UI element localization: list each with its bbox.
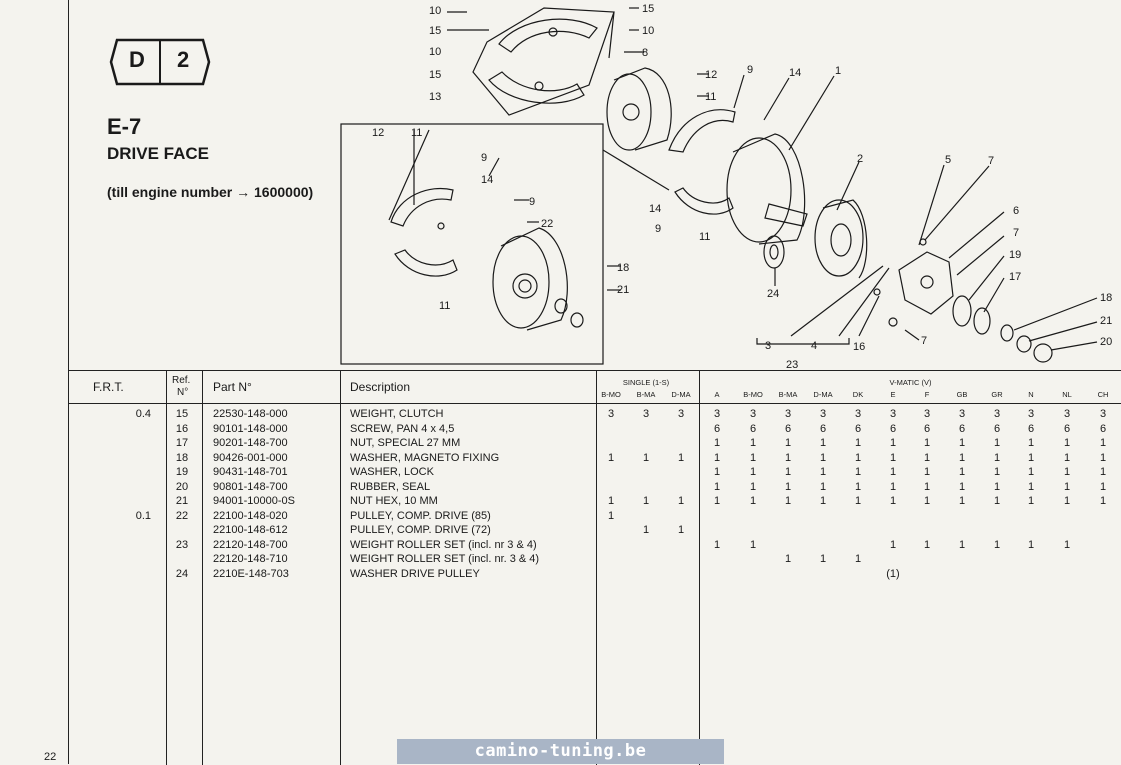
- qty-cell: 1: [819, 480, 827, 493]
- table-row: [69, 452, 1121, 467]
- qty-cell: 1: [819, 495, 827, 507]
- part-number-cell: 22120-148-700: [213, 538, 288, 551]
- svg-text:21: 21: [617, 284, 630, 296]
- qty-cell: 1: [889, 538, 897, 551]
- part-number-cell: 2210E-148-703: [213, 567, 289, 580]
- part-number-cell: 22100-148-612: [213, 524, 288, 536]
- svg-text:2: 2: [857, 153, 864, 165]
- svg-text:11: 11: [699, 231, 711, 243]
- header-vmatic-col: A: [714, 390, 720, 399]
- header-vmatic-col: GB: [956, 390, 968, 399]
- qty-cell: 1: [749, 538, 757, 551]
- svg-text:7: 7: [1013, 227, 1020, 239]
- svg-text:10: 10: [429, 46, 442, 58]
- qty-cell: 1: [749, 451, 757, 464]
- svg-text:11: 11: [439, 300, 451, 312]
- part-number-cell: 22530-148-000: [213, 408, 288, 420]
- svg-text:15: 15: [429, 69, 442, 81]
- svg-text:5: 5: [945, 154, 952, 166]
- header-vmatic-col: D-MA: [813, 390, 833, 399]
- header-vmatic-col: F: [924, 390, 930, 399]
- svg-text:15: 15: [429, 25, 442, 37]
- qty-cell: 1: [889, 451, 897, 464]
- part-number-cell: 94001-10000-0S: [213, 495, 295, 507]
- qty-cell: 1: [1099, 480, 1107, 493]
- qty-cell: 6: [784, 422, 792, 435]
- qty-cell: 6: [993, 422, 1001, 435]
- qty-cell: 3: [889, 408, 897, 420]
- qty-cell: 1: [1063, 437, 1071, 449]
- qty-cell: 3: [923, 408, 931, 420]
- svg-text:18: 18: [1100, 292, 1113, 304]
- svg-text:7: 7: [921, 335, 928, 347]
- header-part: Part N°: [213, 380, 252, 394]
- qty-cell: 1: [677, 524, 685, 536]
- qty-cell: 1: [1027, 538, 1035, 551]
- qty-cell: 6: [1099, 422, 1107, 435]
- qty-cell: 6: [1063, 422, 1071, 435]
- table-row: [69, 466, 1121, 481]
- qty-cell: 1: [923, 480, 931, 493]
- exploded-diagram: [69, 0, 1121, 370]
- svg-text:17: 17: [1009, 271, 1022, 283]
- svg-text:11: 11: [411, 127, 423, 139]
- svg-text:10: 10: [642, 25, 655, 37]
- svg-text:4: 4: [811, 340, 818, 352]
- watermark: camino-tuning.be: [397, 739, 724, 764]
- header-single-group: SINGLE (1-S): [622, 378, 670, 387]
- qty-cell: 1: [1099, 451, 1107, 464]
- table-row: [69, 423, 1121, 438]
- header-vmatic-col: B-MA: [778, 390, 798, 399]
- svg-text:9: 9: [655, 223, 662, 235]
- qty-cell: 1: [923, 451, 931, 464]
- table-row: [69, 481, 1121, 496]
- qty-cell: 3: [993, 408, 1001, 420]
- header-vmatic-col: B-MO: [743, 390, 763, 399]
- qty-cell: 1: [1027, 451, 1035, 464]
- header-single-col: B-MO: [601, 390, 621, 399]
- qty-cell: 1: [889, 437, 897, 449]
- qty-cell: 1: [1063, 451, 1071, 464]
- qty-cell: 1: [784, 437, 792, 449]
- header-vmatic-col: NL: [1062, 390, 1072, 399]
- qty-cell: 1: [1063, 538, 1071, 551]
- qty-cell: 1: [607, 451, 615, 464]
- qty-cell: 1: [713, 466, 721, 478]
- qty-cell: 1: [713, 495, 721, 507]
- qty-cell: 1: [749, 466, 757, 478]
- svg-text:24: 24: [767, 288, 780, 300]
- svg-text:14: 14: [789, 67, 802, 79]
- inset-frame: [341, 124, 603, 364]
- svg-text:6: 6: [1013, 205, 1020, 217]
- qty-cell: 1: [958, 466, 966, 478]
- qty-cell: 1: [784, 480, 792, 493]
- description-cell: RUBBER, SEAL: [350, 480, 431, 493]
- description-cell: WEIGHT, CLUTCH: [350, 408, 444, 420]
- header-vmatic-group: V-MATIC (V): [889, 378, 932, 387]
- qty-cell: 1: [993, 466, 1001, 478]
- qty-cell: 1: [642, 451, 650, 464]
- qty-cell: 1: [923, 437, 931, 449]
- description-cell: WASHER, MAGNETO FIXING: [350, 451, 500, 464]
- qty-cell: 1: [854, 466, 862, 478]
- header-vmatic-col: DK: [852, 390, 864, 399]
- qty-cell: 1: [713, 538, 721, 551]
- qty-cell: 1: [819, 437, 827, 449]
- part-number-cell: 22120-148-710: [213, 553, 288, 565]
- table-header: [69, 371, 1121, 404]
- table-row: [69, 495, 1121, 510]
- description-cell: WEIGHT ROLLER SET (incl. nr. 3 & 4): [350, 553, 540, 565]
- header-ref: Ref.: [172, 375, 191, 386]
- qty-cell: 1: [993, 451, 1001, 464]
- part-number-cell: 90101-148-000: [213, 422, 288, 435]
- qty-cell: 1: [819, 466, 827, 478]
- svg-text:20: 20: [1100, 336, 1113, 348]
- svg-text:1: 1: [835, 65, 842, 77]
- qty-cell: 6: [889, 422, 897, 435]
- table-row: [69, 408, 1121, 423]
- table-row: [69, 553, 1121, 568]
- svg-text:16: 16: [853, 341, 866, 353]
- frt-cell: 0.4: [135, 408, 151, 420]
- section-note: (till engine number → 1600000): [107, 184, 314, 200]
- badge-number: 2: [177, 47, 190, 72]
- badge-letter: D: [129, 47, 145, 72]
- qty-cell: 1: [1099, 466, 1107, 478]
- qty-cell: 1: [854, 553, 862, 565]
- qty-cell: 1: [958, 495, 966, 507]
- svg-text:15: 15: [642, 3, 655, 15]
- qty-cell: 1: [784, 553, 792, 565]
- svg-text:3: 3: [765, 340, 772, 352]
- qty-cell: (1): [886, 567, 900, 580]
- description-cell: WEIGHT ROLLER SET (incl. nr 3 & 4): [350, 538, 537, 551]
- part-number-cell: 90201-148-700: [213, 437, 288, 449]
- ref-cell: 15: [175, 408, 189, 420]
- qty-cell: 1: [854, 495, 862, 507]
- qty-cell: 6: [1027, 422, 1035, 435]
- header-single-col: B-MA: [636, 390, 656, 399]
- parts-sheet: [68, 0, 1121, 764]
- qty-cell: 1: [1027, 480, 1035, 493]
- qty-cell: 1: [784, 495, 792, 507]
- svg-text:8: 8: [642, 47, 649, 59]
- description-cell: PULLEY, COMP. DRIVE (72): [350, 524, 491, 536]
- qty-cell: 1: [1063, 495, 1071, 507]
- qty-cell: 6: [819, 422, 827, 435]
- qty-cell: 3: [1027, 408, 1035, 420]
- qty-cell: 1: [713, 451, 721, 464]
- qty-cell: 1: [749, 437, 757, 449]
- qty-cell: 3: [642, 408, 650, 420]
- qty-cell: 1: [889, 480, 897, 493]
- qty-cell: 1: [1027, 495, 1035, 507]
- qty-cell: 1: [1063, 480, 1071, 493]
- qty-cell: 1: [923, 538, 931, 551]
- table-row: [69, 437, 1121, 452]
- qty-cell: 1: [889, 495, 897, 507]
- svg-text:19: 19: [1009, 249, 1022, 261]
- description-cell: NUT HEX, 10 MM: [350, 495, 438, 507]
- qty-cell: 1: [784, 451, 792, 464]
- qty-cell: 1: [713, 480, 721, 493]
- svg-text:13: 13: [429, 91, 442, 103]
- part-number-cell: 90801-148-700: [213, 480, 288, 493]
- ref-cell: 20: [175, 480, 189, 493]
- header-vmatic-col: N: [1028, 390, 1034, 399]
- qty-cell: 6: [749, 422, 757, 435]
- header-frt: F.R.T.: [93, 380, 124, 394]
- qty-cell: 3: [784, 408, 792, 420]
- qty-cell: 3: [607, 408, 615, 420]
- qty-cell: 1: [713, 437, 721, 449]
- header-single-col: D-MA: [671, 390, 691, 399]
- part-number-cell: 90431-148-701: [213, 466, 288, 478]
- qty-cell: 3: [1099, 408, 1107, 420]
- qty-cell: 1: [854, 451, 862, 464]
- qty-cell: 1: [923, 495, 931, 507]
- qty-cell: 1: [993, 437, 1001, 449]
- qty-cell: 1: [854, 437, 862, 449]
- ref-cell: 18: [175, 451, 189, 464]
- header-vmatic-col: GR: [991, 390, 1003, 399]
- description-cell: WASHER DRIVE PULLEY: [350, 567, 480, 580]
- table-row: [69, 568, 1121, 583]
- qty-cell: 3: [1063, 408, 1071, 420]
- qty-cell: 1: [607, 495, 615, 507]
- part-number-cell: 90426-001-000: [213, 451, 288, 464]
- description-cell: PULLEY, COMP. DRIVE (85): [350, 509, 491, 522]
- part-number-cell: 22100-148-020: [213, 509, 288, 522]
- qty-cell: 3: [749, 408, 757, 420]
- svg-text:12: 12: [705, 69, 718, 81]
- qty-cell: 6: [713, 422, 721, 435]
- header-description: Description: [350, 380, 411, 394]
- qty-cell: 1: [677, 495, 685, 507]
- table-row: [69, 524, 1121, 539]
- header-vmatic-col: CH: [1097, 390, 1109, 399]
- ref-cell: 21: [175, 495, 189, 507]
- section-title: DRIVE FACE: [107, 144, 210, 163]
- qty-cell: 1: [958, 437, 966, 449]
- qty-cell: 1: [1063, 466, 1071, 478]
- svg-text:14: 14: [481, 174, 494, 186]
- ref-cell: 19: [175, 466, 189, 478]
- qty-cell: 3: [677, 408, 685, 420]
- ref-cell: 22: [175, 509, 189, 522]
- qty-cell: 1: [677, 451, 685, 464]
- parts-table: [69, 370, 1121, 765]
- qty-cell: 1: [958, 451, 966, 464]
- qty-cell: 1: [993, 480, 1001, 493]
- qty-cell: 1: [1027, 437, 1035, 449]
- qty-cell: 6: [958, 422, 966, 435]
- qty-cell: 1: [993, 538, 1001, 551]
- qty-cell: 1: [642, 495, 650, 507]
- svg-text:9: 9: [481, 152, 488, 164]
- qty-cell: 6: [923, 422, 931, 435]
- description-cell: NUT, SPECIAL 27 MM: [350, 437, 461, 449]
- ref-cell: 17: [175, 437, 189, 449]
- svg-text:9: 9: [529, 196, 536, 208]
- header-ref-no: N°: [177, 387, 189, 398]
- qty-cell: 1: [819, 451, 827, 464]
- frt-cell: 0.1: [135, 509, 151, 522]
- svg-text:12: 12: [372, 127, 385, 139]
- svg-text:9: 9: [747, 64, 754, 76]
- svg-text:22: 22: [541, 218, 554, 230]
- svg-text:14: 14: [649, 203, 662, 215]
- qty-cell: 1: [854, 480, 862, 493]
- qty-cell: 3: [713, 408, 721, 420]
- svg-text:7: 7: [988, 155, 995, 167]
- qty-cell: 1: [993, 495, 1001, 507]
- svg-text:18: 18: [617, 262, 630, 274]
- qty-cell: 1: [607, 509, 615, 522]
- qty-cell: 1: [1099, 495, 1107, 507]
- section-code: E-7: [107, 114, 142, 139]
- qty-cell: 1: [784, 466, 792, 478]
- description-cell: SCREW, PAN 4 x 4,5: [350, 422, 455, 435]
- qty-cell: 3: [854, 408, 862, 420]
- header-vmatic-col: E: [890, 390, 896, 399]
- diagram-drawing: [69, 0, 1121, 370]
- page-number: 22: [44, 751, 57, 763]
- qty-cell: 6: [854, 422, 862, 435]
- qty-cell: 3: [958, 408, 966, 420]
- table-row: [69, 510, 1121, 525]
- svg-text:10: 10: [429, 5, 442, 17]
- svg-text:23: 23: [786, 359, 799, 370]
- ref-cell: 23: [175, 538, 189, 551]
- qty-cell: 1: [889, 466, 897, 478]
- table-row: [69, 539, 1121, 554]
- svg-text:21: 21: [1100, 315, 1113, 327]
- qty-cell: 1: [749, 495, 757, 507]
- qty-cell: 1: [642, 524, 650, 536]
- qty-cell: 1: [958, 538, 966, 551]
- qty-cell: 1: [749, 480, 757, 493]
- qty-cell: 1: [958, 480, 966, 493]
- ref-cell: 16: [175, 422, 189, 435]
- ref-cell: 24: [175, 567, 189, 580]
- qty-cell: 1: [923, 466, 931, 478]
- svg-text:11: 11: [705, 91, 717, 103]
- qty-cell: 3: [819, 408, 827, 420]
- qty-cell: 1: [1099, 437, 1107, 449]
- description-cell: WASHER, LOCK: [350, 466, 434, 478]
- qty-cell: 1: [819, 553, 827, 565]
- qty-cell: 1: [1027, 466, 1035, 478]
